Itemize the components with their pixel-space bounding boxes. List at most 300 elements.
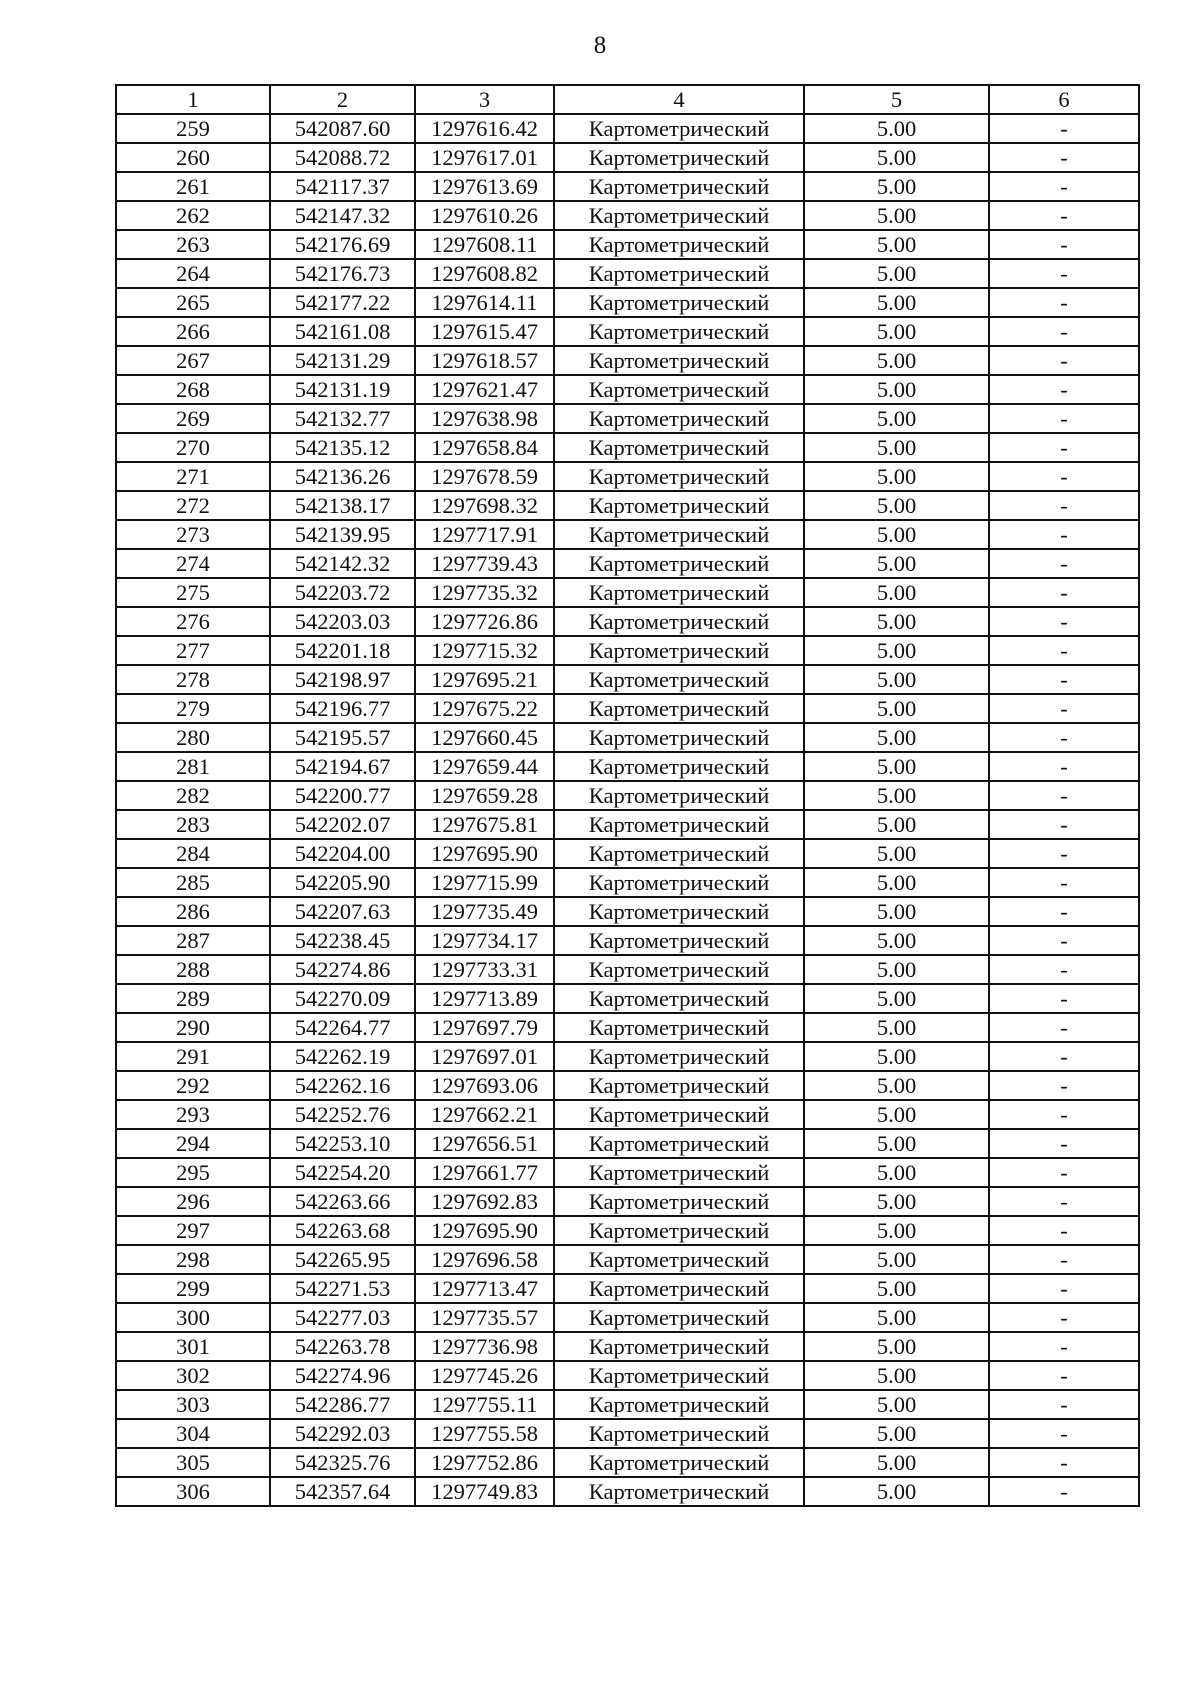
table-row [116,1187,1139,1216]
point-number-cell: 266 [116,317,270,346]
table-row [116,752,1139,781]
x-coordinate-cell: 542131.29 [270,346,415,375]
point-number-cell: 287 [116,926,270,955]
table-row [116,781,1139,810]
point-number-cell: 306 [116,1477,270,1506]
accuracy-cell: 5.00 [804,955,989,984]
table-row [116,1448,1139,1477]
y-coordinate-cell: 1297735.49 [415,897,554,926]
x-coordinate-cell: 542277.03 [270,1303,415,1332]
page-number: 8 [593,32,607,59]
x-coordinate-cell: 542161.08 [270,317,415,346]
note-cell: - [989,1129,1139,1158]
column-header: 6 [989,85,1139,114]
y-coordinate-cell: 1297715.99 [415,868,554,897]
method-cell: Картометрический [554,549,804,578]
method-cell: Картометрический [554,781,804,810]
note-cell: - [989,1332,1139,1361]
x-coordinate-cell: 542274.96 [270,1361,415,1390]
point-number-cell: 296 [116,1187,270,1216]
accuracy-cell: 5.00 [804,752,989,781]
method-cell: Картометрический [554,143,804,172]
y-coordinate-cell: 1297615.47 [415,317,554,346]
table-row [116,839,1139,868]
y-coordinate-cell: 1297698.32 [415,491,554,520]
note-cell: - [989,1303,1139,1332]
method-cell: Картометрический [554,1303,804,1332]
table-row [116,955,1139,984]
point-number-cell: 276 [116,607,270,636]
method-cell: Картометрический [554,1013,804,1042]
method-cell: Картометрический [554,578,804,607]
table-row [116,114,1139,143]
point-number-cell: 298 [116,1245,270,1274]
y-coordinate-cell: 1297693.06 [415,1071,554,1100]
y-coordinate-cell: 1297692.83 [415,1187,554,1216]
table-row [116,230,1139,259]
y-coordinate-cell: 1297715.32 [415,636,554,665]
accuracy-cell: 5.00 [804,259,989,288]
method-cell: Картометрический [554,1100,804,1129]
method-cell: Картометрический [554,1042,804,1071]
x-coordinate-cell: 542252.76 [270,1100,415,1129]
y-coordinate-cell: 1297697.01 [415,1042,554,1071]
accuracy-cell: 5.00 [804,1216,989,1245]
method-cell: Картометрический [554,1187,804,1216]
point-number-cell: 288 [116,955,270,984]
accuracy-cell: 5.00 [804,1419,989,1448]
accuracy-cell: 5.00 [804,1448,989,1477]
table-row [116,433,1139,462]
y-coordinate-cell: 1297675.22 [415,694,554,723]
y-coordinate-cell: 1297659.28 [415,781,554,810]
note-cell: - [989,346,1139,375]
x-coordinate-cell: 542254.20 [270,1158,415,1187]
method-cell: Картометрический [554,1361,804,1390]
method-cell: Картометрический [554,955,804,984]
table-row [116,1100,1139,1129]
method-cell: Картометрический [554,114,804,143]
method-cell: Картометрический [554,1274,804,1303]
x-coordinate-cell: 542238.45 [270,926,415,955]
accuracy-cell: 5.00 [804,810,989,839]
note-cell: - [989,607,1139,636]
accuracy-cell: 5.00 [804,1303,989,1332]
x-coordinate-cell: 542138.17 [270,491,415,520]
coordinates-table [115,84,1140,1507]
point-number-cell: 262 [116,201,270,230]
accuracy-cell: 5.00 [804,375,989,404]
note-cell: - [989,636,1139,665]
y-coordinate-cell: 1297618.57 [415,346,554,375]
method-cell: Картометрический [554,375,804,404]
table-row [116,259,1139,288]
point-number-cell: 304 [116,1419,270,1448]
accuracy-cell: 5.00 [804,723,989,752]
accuracy-cell: 5.00 [804,172,989,201]
accuracy-cell: 5.00 [804,926,989,955]
point-number-cell: 303 [116,1390,270,1419]
note-cell: - [989,781,1139,810]
column-header: 1 [116,85,270,114]
y-coordinate-cell: 1297662.21 [415,1100,554,1129]
point-number-cell: 263 [116,230,270,259]
method-cell: Картометрический [554,317,804,346]
y-coordinate-cell: 1297610.26 [415,201,554,230]
y-coordinate-cell: 1297675.81 [415,810,554,839]
point-number-cell: 268 [116,375,270,404]
note-cell: - [989,1216,1139,1245]
method-cell: Картометрический [554,230,804,259]
method-cell: Картометрический [554,520,804,549]
method-cell: Картометрический [554,346,804,375]
x-coordinate-cell: 542271.53 [270,1274,415,1303]
y-coordinate-cell: 1297736.98 [415,1332,554,1361]
accuracy-cell: 5.00 [804,1071,989,1100]
point-number-cell: 278 [116,665,270,694]
note-cell: - [989,578,1139,607]
accuracy-cell: 5.00 [804,839,989,868]
accuracy-cell: 5.00 [804,1390,989,1419]
table-row [116,868,1139,897]
table-row [116,1129,1139,1158]
method-cell: Картометрический [554,462,804,491]
y-coordinate-cell: 1297749.83 [415,1477,554,1506]
note-cell: - [989,433,1139,462]
table-row [116,1419,1139,1448]
x-coordinate-cell: 542132.77 [270,404,415,433]
x-coordinate-cell: 542147.32 [270,201,415,230]
note-cell: - [989,259,1139,288]
note-cell: - [989,1448,1139,1477]
table-row [116,984,1139,1013]
note-cell: - [989,230,1139,259]
method-cell: Картометрический [554,1216,804,1245]
y-coordinate-cell: 1297713.89 [415,984,554,1013]
table-row [116,578,1139,607]
accuracy-cell: 5.00 [804,114,989,143]
point-number-cell: 301 [116,1332,270,1361]
x-coordinate-cell: 542263.66 [270,1187,415,1216]
y-coordinate-cell: 1297658.84 [415,433,554,462]
table-row [116,810,1139,839]
x-coordinate-cell: 542088.72 [270,143,415,172]
method-cell: Картометрический [554,897,804,926]
table-row [116,1158,1139,1187]
note-cell: - [989,897,1139,926]
table-row [116,491,1139,520]
method-cell: Картометрический [554,201,804,230]
method-cell: Картометрический [554,491,804,520]
accuracy-cell: 5.00 [804,1100,989,1129]
y-coordinate-cell: 1297713.47 [415,1274,554,1303]
y-coordinate-cell: 1297659.44 [415,752,554,781]
note-cell: - [989,375,1139,404]
point-number-cell: 259 [116,114,270,143]
x-coordinate-cell: 542286.77 [270,1390,415,1419]
note-cell: - [989,549,1139,578]
x-coordinate-cell: 542198.97 [270,665,415,694]
x-coordinate-cell: 542202.07 [270,810,415,839]
y-coordinate-cell: 1297752.86 [415,1448,554,1477]
method-cell: Картометрический [554,636,804,665]
method-cell: Картометрический [554,1448,804,1477]
point-number-cell: 261 [116,172,270,201]
note-cell: - [989,926,1139,955]
column-header: 2 [270,85,415,114]
table-row [116,723,1139,752]
x-coordinate-cell: 542135.12 [270,433,415,462]
accuracy-cell: 5.00 [804,1129,989,1158]
x-coordinate-cell: 542139.95 [270,520,415,549]
point-number-cell: 284 [116,839,270,868]
x-coordinate-cell: 542195.57 [270,723,415,752]
table-row [116,636,1139,665]
point-number-cell: 302 [116,1361,270,1390]
table-row [116,288,1139,317]
accuracy-cell: 5.00 [804,520,989,549]
x-coordinate-cell: 542262.19 [270,1042,415,1071]
point-number-cell: 299 [116,1274,270,1303]
x-coordinate-cell: 542265.95 [270,1245,415,1274]
method-cell: Картометрический [554,984,804,1013]
y-coordinate-cell: 1297616.42 [415,114,554,143]
table-row [116,1216,1139,1245]
table-row [116,665,1139,694]
note-cell: - [989,1187,1139,1216]
x-coordinate-cell: 542263.68 [270,1216,415,1245]
note-cell: - [989,1158,1139,1187]
note-cell: - [989,143,1139,172]
note-cell: - [989,1013,1139,1042]
point-number-cell: 264 [116,259,270,288]
note-cell: - [989,1071,1139,1100]
note-cell: - [989,1361,1139,1390]
x-coordinate-cell: 542087.60 [270,114,415,143]
column-header: 5 [804,85,989,114]
method-cell: Картометрический [554,607,804,636]
y-coordinate-cell: 1297614.11 [415,288,554,317]
y-coordinate-cell: 1297726.86 [415,607,554,636]
note-cell: - [989,404,1139,433]
accuracy-cell: 5.00 [804,1013,989,1042]
table-row [116,1477,1139,1506]
y-coordinate-cell: 1297617.01 [415,143,554,172]
table-body [116,85,1139,1506]
accuracy-cell: 5.00 [804,230,989,259]
table-row [116,1245,1139,1274]
accuracy-cell: 5.00 [804,462,989,491]
method-cell: Картометрический [554,433,804,462]
table-row [116,1361,1139,1390]
x-coordinate-cell: 542201.18 [270,636,415,665]
point-number-cell: 285 [116,868,270,897]
method-cell: Картометрический [554,868,804,897]
point-number-cell: 295 [116,1158,270,1187]
y-coordinate-cell: 1297695.21 [415,665,554,694]
x-coordinate-cell: 542325.76 [270,1448,415,1477]
point-number-cell: 265 [116,288,270,317]
point-number-cell: 279 [116,694,270,723]
x-coordinate-cell: 542136.26 [270,462,415,491]
accuracy-cell: 5.00 [804,1332,989,1361]
note-cell: - [989,1245,1139,1274]
x-coordinate-cell: 542253.10 [270,1129,415,1158]
x-coordinate-cell: 542262.16 [270,1071,415,1100]
point-number-cell: 305 [116,1448,270,1477]
method-cell: Картометрический [554,288,804,317]
table-row [116,926,1139,955]
y-coordinate-cell: 1297678.59 [415,462,554,491]
method-cell: Картометрический [554,752,804,781]
note-cell: - [989,1419,1139,1448]
note-cell: - [989,201,1139,230]
column-header: 4 [554,85,804,114]
x-coordinate-cell: 542200.77 [270,781,415,810]
accuracy-cell: 5.00 [804,201,989,230]
point-number-cell: 273 [116,520,270,549]
y-coordinate-cell: 1297696.58 [415,1245,554,1274]
table-row [116,201,1139,230]
x-coordinate-cell: 542205.90 [270,868,415,897]
column-header: 3 [415,85,554,114]
y-coordinate-cell: 1297656.51 [415,1129,554,1158]
method-cell: Картометрический [554,1245,804,1274]
accuracy-cell: 5.00 [804,984,989,1013]
accuracy-cell: 5.00 [804,143,989,172]
table-row [116,1013,1139,1042]
point-number-cell: 277 [116,636,270,665]
x-coordinate-cell: 542292.03 [270,1419,415,1448]
y-coordinate-cell: 1297695.90 [415,1216,554,1245]
x-coordinate-cell: 542194.67 [270,752,415,781]
method-cell: Картометрический [554,1158,804,1187]
method-cell: Картометрический [554,404,804,433]
accuracy-cell: 5.00 [804,1245,989,1274]
x-coordinate-cell: 542357.64 [270,1477,415,1506]
x-coordinate-cell: 542131.19 [270,375,415,404]
accuracy-cell: 5.00 [804,1274,989,1303]
note-cell: - [989,1477,1139,1506]
note-cell: - [989,723,1139,752]
table-row [116,1390,1139,1419]
y-coordinate-cell: 1297697.79 [415,1013,554,1042]
accuracy-cell: 5.00 [804,317,989,346]
method-cell: Картометрический [554,665,804,694]
note-cell: - [989,288,1139,317]
table-row [116,143,1139,172]
x-coordinate-cell: 542176.69 [270,230,415,259]
point-number-cell: 289 [116,984,270,1013]
y-coordinate-cell: 1297660.45 [415,723,554,752]
x-coordinate-cell: 542196.77 [270,694,415,723]
method-cell: Картометрический [554,1390,804,1419]
table-row [116,520,1139,549]
accuracy-cell: 5.00 [804,1361,989,1390]
table-row [116,346,1139,375]
x-coordinate-cell: 542207.63 [270,897,415,926]
y-coordinate-cell: 1297735.32 [415,578,554,607]
table-row [116,462,1139,491]
y-coordinate-cell: 1297638.98 [415,404,554,433]
accuracy-cell: 5.00 [804,491,989,520]
x-coordinate-cell: 542270.09 [270,984,415,1013]
y-coordinate-cell: 1297734.17 [415,926,554,955]
y-coordinate-cell: 1297733.31 [415,955,554,984]
y-coordinate-cell: 1297755.11 [415,1390,554,1419]
note-cell: - [989,114,1139,143]
point-number-cell: 260 [116,143,270,172]
note-cell: - [989,694,1139,723]
accuracy-cell: 5.00 [804,1187,989,1216]
accuracy-cell: 5.00 [804,1158,989,1187]
accuracy-cell: 5.00 [804,694,989,723]
method-cell: Картометрический [554,172,804,201]
accuracy-cell: 5.00 [804,433,989,462]
note-cell: - [989,491,1139,520]
point-number-cell: 282 [116,781,270,810]
table-row [116,694,1139,723]
note-cell: - [989,172,1139,201]
table-row [116,549,1139,578]
x-coordinate-cell: 542274.86 [270,955,415,984]
y-coordinate-cell: 1297661.77 [415,1158,554,1187]
method-cell: Картометрический [554,723,804,752]
y-coordinate-cell: 1297755.58 [415,1419,554,1448]
note-cell: - [989,462,1139,491]
x-coordinate-cell: 542264.77 [270,1013,415,1042]
note-cell: - [989,984,1139,1013]
table-row [116,1303,1139,1332]
note-cell: - [989,1390,1139,1419]
point-number-cell: 293 [116,1100,270,1129]
x-coordinate-cell: 542204.00 [270,839,415,868]
y-coordinate-cell: 1297621.47 [415,375,554,404]
accuracy-cell: 5.00 [804,288,989,317]
note-cell: - [989,868,1139,897]
table-row [116,172,1139,201]
method-cell: Картометрический [554,1477,804,1506]
table-row [116,1274,1139,1303]
y-coordinate-cell: 1297739.43 [415,549,554,578]
method-cell: Картометрический [554,926,804,955]
point-number-cell: 286 [116,897,270,926]
note-cell: - [989,839,1139,868]
point-number-cell: 267 [116,346,270,375]
table-row [116,404,1139,433]
method-cell: Картометрический [554,259,804,288]
y-coordinate-cell: 1297745.26 [415,1361,554,1390]
note-cell: - [989,1274,1139,1303]
x-coordinate-cell: 542203.03 [270,607,415,636]
point-number-cell: 280 [116,723,270,752]
point-number-cell: 283 [116,810,270,839]
point-number-cell: 270 [116,433,270,462]
note-cell: - [989,752,1139,781]
y-coordinate-cell: 1297735.57 [415,1303,554,1332]
accuracy-cell: 5.00 [804,636,989,665]
y-coordinate-cell: 1297608.82 [415,259,554,288]
accuracy-cell: 5.00 [804,578,989,607]
note-cell: - [989,810,1139,839]
point-number-cell: 294 [116,1129,270,1158]
accuracy-cell: 5.00 [804,868,989,897]
x-coordinate-cell: 542203.72 [270,578,415,607]
x-coordinate-cell: 542176.73 [270,259,415,288]
point-number-cell: 292 [116,1071,270,1100]
y-coordinate-cell: 1297695.90 [415,839,554,868]
x-coordinate-cell: 542263.78 [270,1332,415,1361]
